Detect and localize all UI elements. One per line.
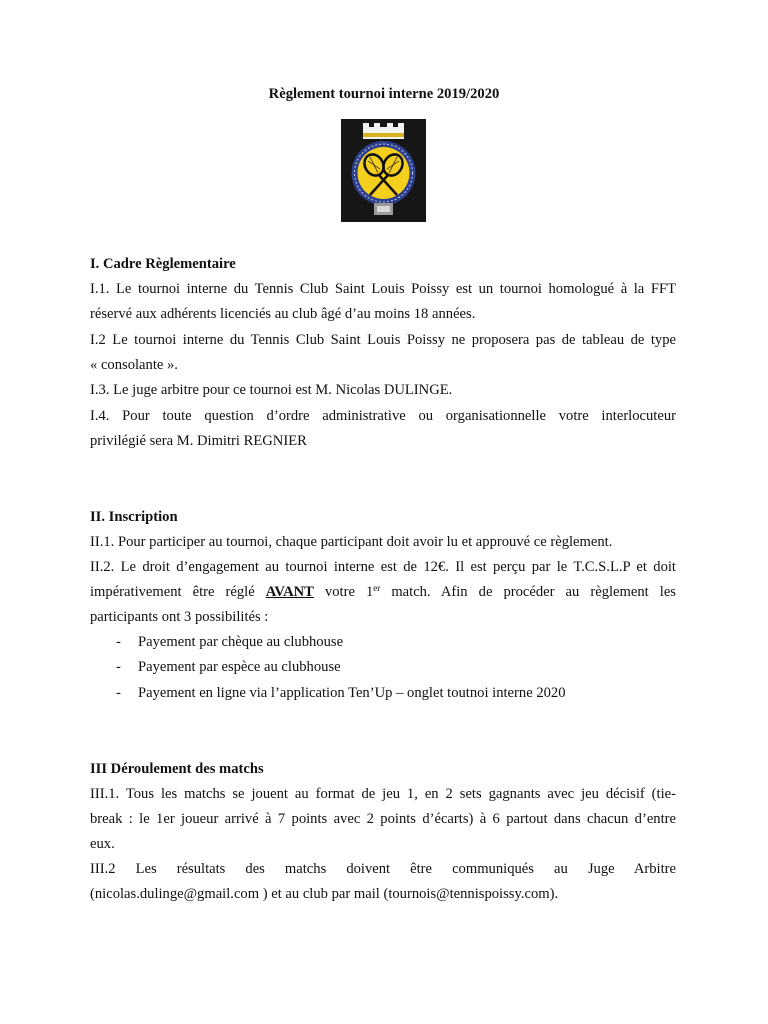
paragraph-line <box>90 583 676 601</box>
paragraph-line: I.3. Le juge arbitre pour ce tournoi est M. Nicolas DULINGE. <box>90 382 453 398</box>
list-item-text: Payement en ligne via l’application Ten’Up – onglet toutnoi interne 2020 <box>138 685 566 701</box>
superscript: er <box>373 583 381 593</box>
paragraph-line: réservé aux adhérents licenciés au club âgé d’au moins 18 années. <box>90 306 476 322</box>
page-title: Règlement tournoi interne 2019/2020 <box>268 86 500 102</box>
paragraph-line: II.2. Le droit d’engagement au tournoi interne est de 12€. Il est perçu par le T.C.S.L.P et doit <box>90 559 676 575</box>
club-crest-logo <box>341 119 426 222</box>
paragraph-line: privilégié sera M. Dimitri REGNIER <box>90 433 307 449</box>
paragraph-line: eux. <box>90 836 115 852</box>
paragraph-line: participants ont 3 possibilités : <box>90 609 269 625</box>
paragraph-line: I.2 Le tournoi interne du Tennis Club Saint Louis Poissy ne proposera pas de tableau de type <box>90 332 676 348</box>
paragraph-line: II.1. Pour participer au tournoi, chaque participant doit avoir lu et approuvé ce règlement. <box>90 534 613 550</box>
text-run: impérativement être réglé <box>90 584 255 600</box>
bullet-dash: - <box>116 634 121 650</box>
emphasis-avant: AVANT <box>265 584 314 600</box>
paragraph-line: break : le 1er joueur arrivé à 7 points avec 2 points d’écarts) à 6 partout dans chacun d’entre <box>90 811 676 827</box>
paragraph-line: « consolante ». <box>90 357 178 373</box>
list-item-text: Payement par espèce au clubhouse <box>138 659 341 675</box>
bullet-dash: - <box>116 659 121 675</box>
text-run: match. Afin de procéder au règlement les <box>391 584 676 600</box>
paragraph-line: (nicolas.dulinge@gmail.com ) et au club par mail (tournois@tennispoissy.com). <box>90 886 559 902</box>
paragraph-line: III.1. Tous les matchs se jouent au format de jeu 1, en 2 sets gagnants avec jeu décisif (tie- <box>90 786 676 802</box>
section-heading-cadre: I. Cadre Règlementaire <box>90 256 236 272</box>
paragraph-line: I.4. Pour toute question d’ordre administrative ou organisationnelle votre interlocuteur <box>90 408 676 424</box>
text-run: votre 1 <box>324 584 374 600</box>
bullet-dash: - <box>116 685 121 701</box>
paragraph-line: III.2 Les résultats des matchs doivent être communiqués au Juge Arbitre <box>90 861 676 877</box>
paragraph-line: I.1. Le tournoi interne du Tennis Club Saint Louis Poissy est un tournoi homologué à la FFT <box>90 281 676 297</box>
club-crest-icon <box>341 119 426 222</box>
section-heading-inscription: II. Inscription <box>90 509 178 525</box>
section-heading-deroulement: III Déroulement des matchs <box>90 761 264 777</box>
list-item-text: Payement par chèque au clubhouse <box>138 634 344 650</box>
